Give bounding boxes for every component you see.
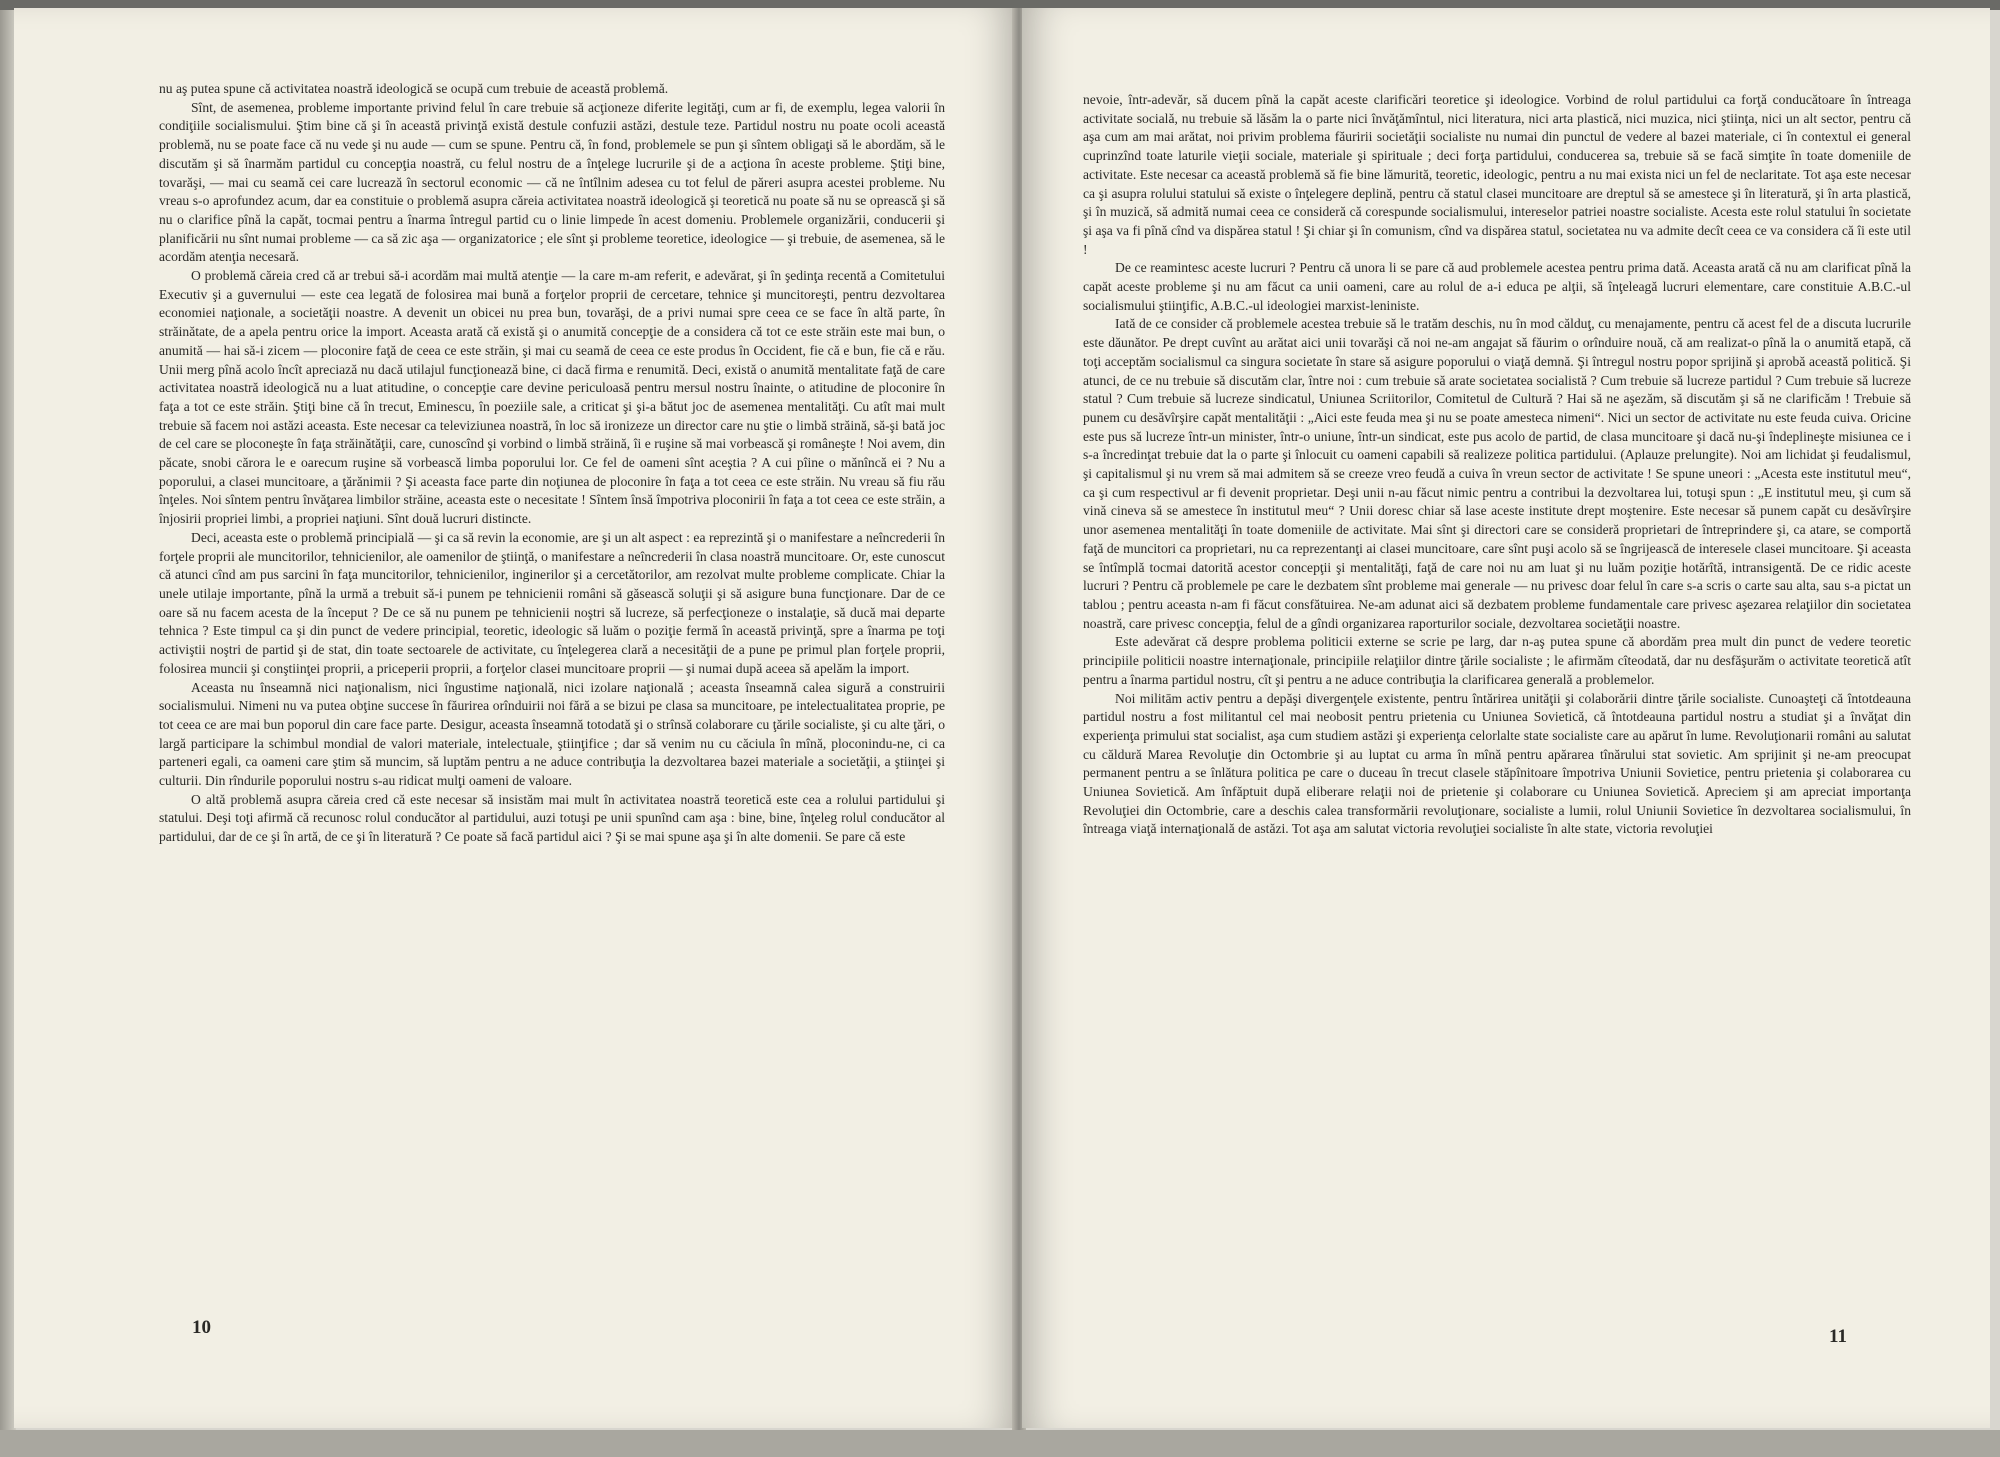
page-number: 11 — [1829, 1326, 1847, 1347]
paragraph: Deci, aceasta este o problemă principială — şi ca să revin la economie, are şi un alt aspect : ea reprezintă şi o manifestare a neîncrederii în forţele proprii ale muncitorilor, tehnicienilor, ale oamenilor de ştiinţă, o manifestare a neîncrederii în clasa noastră muncitoare. Or, este cunoscut că atunci cînd am pus sarcini în faţa muncitorilor, tehnicienilor, inginerilor şi a cercetătorilor, am rezolvat multe probleme complicate. Chiar la unele utilaje importante, pînă la urmă a trebuit să-i punem pe tehnicienii români să găsească soluţii şi să asigure buna funcţionare. Dar de ce oare să nu facem acesta de la început ? De ce să nu punem pe tehnicienii noştri să lucreze, să perfecţioneze o instalaţie, să ducă mai departe tehnica ? Este timpul ca şi din punct de vedere principial, teoretic, ideologic să luăm o poziţie fermă în această privinţă, spre a înarma pe toţi activiştii noştri de partid şi de stat, din toate sectoarele de activitate, cu înţelegerea clară a necesităţii de a pune pe primul plan forţele proprii, folosirea muncii şi conştiinţei proprii, a priceperii proprii, a forţelor clasei muncitoare proprii — şi numai după aceea să apelăm la import. — [159, 529, 945, 676]
paragraph: Aceasta nu înseamnă nici naţionalism, nici îngustime naţională, nici izolare naţională ; aceasta înseamnă calea sigură a construirii socialismului. Nimeni nu va putea obţine succese în făurirea orînduirii noi fără a se bizui pe clasa sa muncitoare, pe intelectualitatea proprie, pe tot ceea ce are mai bun poporul din care face parte. Desigur, aceasta înseamnă totodată şi o strînsă colaborare cu ţările socialiste, şi cu alte ţări, o largă participare la schimbul mondial de valori materiale, intelectuale, ştiinţifice ; dar să venim nu cu căciula în mînă, ploconindu-ne, ci ca parteneri egali, ca oameni care ştim să muncim, să luptăm pentru a ne aduce contribuţia la dezvoltarea bazei materiale a societăţii, a ştiinţei şi culturii. Din rîndurile poporului nostru s-au ridicat mulţi oameni de valoare. — [159, 679, 945, 789]
paragraph: nevoie, într-adevăr, să ducem pînă la capăt aceste clarificări teoretice şi ideologice. Vorbind de rolul partidului ca forţă conducătoare în întreaga activitate socială, nu trebuie să lăsăm la o parte nici învăţămîntul, nici literatura, nici arta plastică, nici muzica, nici ştiinţa, nici un alt sector, pentru că aşa cum am mai arătat, noi privim problema făuririi societăţii socialiste nu numai din punctul de vedere al bazei materiale, ci în contextul ei general cuprinzînd toate laturile vieţii sociale, materiale şi spirituale ; deci forţa partidului, conducerea sa, trebuie să se facă simţite în toate domeniile de activitate. Este necesar ca această problemă să fie bine lămurită, teoretic, ideologic, pentru a nu mai exista nici un fel de neclaritate. Tot aşa este necesar ca şi asupra rolului statului să existe o înţelegere deplină, pentru că statul clasei muncitoare are dreptul să se amestece şi în literatură, şi în arta plastică, şi în muzică, să admită numai ceea ce consideră că corespunde socialismului, intereselor patriei noastre socialiste. Acesta este rolul statului în societate şi aşa va fi pînă cînd va dispărea statul ! Şi chiar şi în comunism, cînd va dispărea statul, societatea nu va admite decît ceea ce va considera că îi este util ! — [1083, 92, 1911, 257]
paragraph: Iată de ce consider că problemele acestea trebuie să le tratăm deschis, nu în mod călduţ, cu menajamente, pentru că acest fel de a discuta lucrurile este dăunător. Pe drept cuvînt au arătat aici unii tovarăşi că noi ne-am angajat să făurim o orînduire nouă, că am realizat-o pînă la o anumită etapă, că toţi acceptăm socialismul ca singura societate în stare să asigure poporului o viaţă demnă. Şi întregul nostru popor sprijină şi aprobă această politică. Şi atunci, de ce nu trebuie să discutăm clar, între noi : cum trebuie să arate societatea socialistă ? Cum trebuie să lucreze partidul ? Cum trebuie să lucreze statul ? Cum trebuie să lucreze sindicatul, Uniunea Scriitorilor, Comitetul de Cultură ? Hai să ne aşezăm, să discutăm şi să ne clarificăm ! Trebuie să punem cu desăvîrşire capăt mentalităţii : „Aici este feuda mea şi nu se poate amesteca nimeni“. Nici un sector de activitate nu este feuda cuiva. Oricine este pus să lucreze într-un minister, într-o uniune, într-un sindicat, este pus acolo de partid, de clasa muncitoare şi dacă nu-şi îndeplineşte misiunea ce i s-a încredinţat trebuie dat la o parte şi înlocuit cu oameni capabili să realizeze politica partidului. (Aplauze prelungite). Noi am lichidat şi feudalismul, şi capitalismul şi nu vrem să mai admitem să se creeze vreo feudă a cuiva în vreun sector de activitate ! Se spune uneori : „Acesta este institutul meu“, ca şi cum respectivul ar fi devenit proprietar. Deşi unii n-au făcut nimic pentru a contribui la dezvoltarea lui, totuşi spun : „E institutul meu, şi cum să vină cineva să se amestece în institutul meu“ ? Unii doresc chiar să lase aceste institute drept moştenire. Este necesar să punem capăt cu desăvîrşire unor asemenea mentalităţi în toate domeniile de activitate. Mai sînt şi directori care se consideră proprietari de întreprindere şi, ca atare, se comportă faţă de muncitori ca proprietari, nu ca reprezentanţi ai clasei muncitoare, care sînt puşi acolo să se îngrijească de interesele clasei muncitoare. Şi aceasta se întîmplă tocmai datorită acestor concepţii şi mentalităţi, faţă de care noi nu am luat şi nu luăm poziţie hotărîtă, intransigentă. De ce ridic aceste lucruri ? Pentru că problemele pe care le dezbatem sînt probleme mai generale — nu privesc doar felul în care s-a scris o carte sau alta, sau s-a pictat un tablou ; pentru aceasta n-am fi făcut consfătuirea. Ne-am adunat aici să dezbatem probleme fundamentale care privesc aşezarea relaţiilor din societatea noastră, care privesc concepţia, felul de a gîndi organizarea raporturilor sociale, dezvoltarea societăţii noastre. — [1083, 316, 1911, 631]
scan-bottom-edge — [0, 1430, 2000, 1457]
page-number: 10 — [192, 1317, 211, 1338]
paragraph: Sînt, de asemenea, probleme importante privind felul în care trebuie să acţioneze diferite legităţi, cum ar fi, de exemplu, legea valorii în condiţiile socialismului. Ştim bine că şi în această privinţă există destule confuzii astăzi, destule teze. Partidul nostru nu poate ocoli această problemă, nu se poate face că nu vede şi nu aude — cum se spune. Pentru că, în fond, problemele se pun şi sîntem obligaţi să le abordăm, să le discutăm şi să înarmăm partidul cu concepţia noastră, cu felul nostru de a înţelege lucrurile şi de a acţiona în aceste probleme. Ştiţi bine, tovarăşi, — mai cu seamă cei care lucrează în sectorul economic — că ne întîlnim adesea cu tot felul de păreri asupra acestei probleme. Nu vreau s-o aprofundez acum, dar ea constituie o problemă asupra căreia activitatea noastră ideologică şi teoretică nu poate să nu se oprească şi să nu o clarifice pînă la capăt, tocmai pentru a înarma întregul partid cu o linie limpede în acest domeniu. Problemele organizării, conducerii şi planificării nu sînt numai probleme — ca să zic aşa — organizatorice ; ele sînt şi probleme teoretice, ideologice — şi trebuie, de asemenea, să le acordăm atenţia necesară. — [159, 99, 945, 265]
paragraph: De ce reamintesc aceste lucruri ? Pentru că unora li se pare că aud problemele acestea pentru prima dată. Aceasta arată că nu am clarificat pînă la capăt aceste probleme şi nu am făcut ca unii oameni, care au rolul de a-i educa pe alţii, să înţeleagă lucruri elementare, care constituie A.B.C.-ul socialismului ştiinţific, A.B.C.-ul ideologiei marxist-leniniste. — [1083, 260, 1911, 313]
paragraph: Este adevărat că despre problema politicii externe se scrie pe larg, dar n-aş putea spune că abordăm prea mult din punct de vedere teoretic principiile politicii noastre internaţionale, principiile relaţiilor dintre ţările socialiste ; le afirmăm cîteodată, dar nu desfăşurăm o activitate teoretică atît pentru a înarma partidul nostru, cît şi pentru a ne aduce contribuţia la clarificarea generală a problemelor. — [1083, 634, 1911, 687]
paragraph: nu aş putea spune că activitatea noastră ideologică se ocupă cum trebuie de această problemă. — [159, 81, 669, 96]
right-page — [1022, 8, 1990, 1428]
paragraph: O problemă căreia cred că ar trebui să-i acordăm mai multă atenţie — la care m-am referit, e adevărat, şi în şedinţa recentă a Comitetului Executiv şi a guvernului — este cea legată de folosirea mai bună a forţelor proprii de cercetare, tehnice şi muncitoreşti, pentru dezvoltarea economiei naţionale, a societăţii noastre. A devenit un obicei nu prea bun, tovarăşi, de a privi numai spre ceea ce se face în altă parte, în străinătate, de a apela pentru orice la import. Aceasta arată că există şi o anumită concepţie de a considera că tot ce este străin este mai bun, o anumită — hai să-i zicem — ploconire faţă de ceea ce este străin, şi mai cu seamă de ceea ce este produs în Occident, fie că e bun, fie că e rău. Unii merg pînă acolo încît apreciază nu dacă utilajul funcţionează bine, ci dacă firma e renumită. Deci, există o anumită mentalitate faţă de care activitatea noastră ideologică nu a luat atitudine, o concepţie care devine periculoasă pentru mersul nostru înainte, o atitudine de ploconire în faţa a tot ce este străin. Ştiţi bine că în trecut, Eminescu, în poeziile sale, a criticat şi şi-a bătut joc de asemenea mentalităţi. Cu atît mai mult trebuie să facem noi astăzi aceasta. Este necesar ca televiziunea noastră, în loc să ironizeze un director care nu ştie o limbă străină, să-şi bată joc de cel care se ploconeşte în faţa străinătăţii, care, cunoscînd şi vorbind o limbă străină, îi e ruşine să mai vorbească şi româneşte ! Noi avem, din păcate, snobi cărora le e oarecum ruşine să vorbească limba poporului lor. Ce fel de oameni sînt aceştia ? A cui pîine o mănîncă ei ? Nu a poporului, a clasei muncitoare, a ţărănimii ? Şi aceasta face parte din noţiunea de ploconire în faţa a tot ceea ce este străin. Nu vreau să fiu rău înţeles. Noi sîntem pentru învăţarea limbilor străine, aceasta este o necesitate ! Sîntem însă împotriva ploconirii în faţa a tot ceea ce este străin, a înjosirii propriei limbi, a propriei naţiuni. Sînt două lucruri distincte. — [159, 268, 945, 527]
paragraph: O altă problemă asupra căreia cred că este necesar să insistăm mai mult în activitatea noastră teoretică este cea a rolului partidului şi statului. Deşi toţi afirmă că recunosc rolul conducător al partidului, auzi totuşi pe unii spunînd cam aşa : bine, bine, înţeleg rolul conducător al partidului, dar de ce şi în artă, de ce şi în literatură ? Ce poate să facă partidul aici ? Şi se mai spune aşa şi în alte domenii. Se pare că este — [159, 791, 945, 845]
paragraph: Noi militām activ pentru a depăşi divergenţele existente, pentru întărirea unităţii şi colaborării dintre ţările socialiste. Cunoaşteţi că întotdeauna partidul nostru a fost militantul cel mai neobosit pentru prietenia cu Uniunea Sovietică, că întotdeauna partidul nostru a studiat şi a învăţat din experienţa primului stat socialist, aşa cum studiem astăzi şi experienţa celorlalte state socialiste care au apărut în lume. Revoluţionarii români au salutat cu căldură Marea Revoluţie din Octombrie şi au luptat cu arma în mînă pentru apărarea tînărului stat sovietic. Am sprijinit şi ne-am preocupat permanent pentru a se înlătura politica pe care o duceau în trecut clasele stăpînitoare împotriva Uniunii Sovietice, pentru prietenia şi colaborarea cu Uniunea Sovietică. Am înfăptuit după eliberare relaţii noi de prietenie şi colaborare cu Uniunea Sovietică. Apreciem şi am apreciat importanţa Revoluţiei din Octombrie, care a deschis calea transformării revoluţionare, socialiste a lumii, rolul Uniunii Sovietice în dezvoltarea socialismului, în întreaga viaţă internaţională de astăzi. Tot aşa am salutat victoria revoluţiei socialiste în alte state, victoria revoluţiei — [1083, 690, 1911, 837]
left-page-text — [159, 80, 945, 1325]
right-page-text — [1083, 91, 1911, 1316]
left-page — [14, 8, 1016, 1428]
